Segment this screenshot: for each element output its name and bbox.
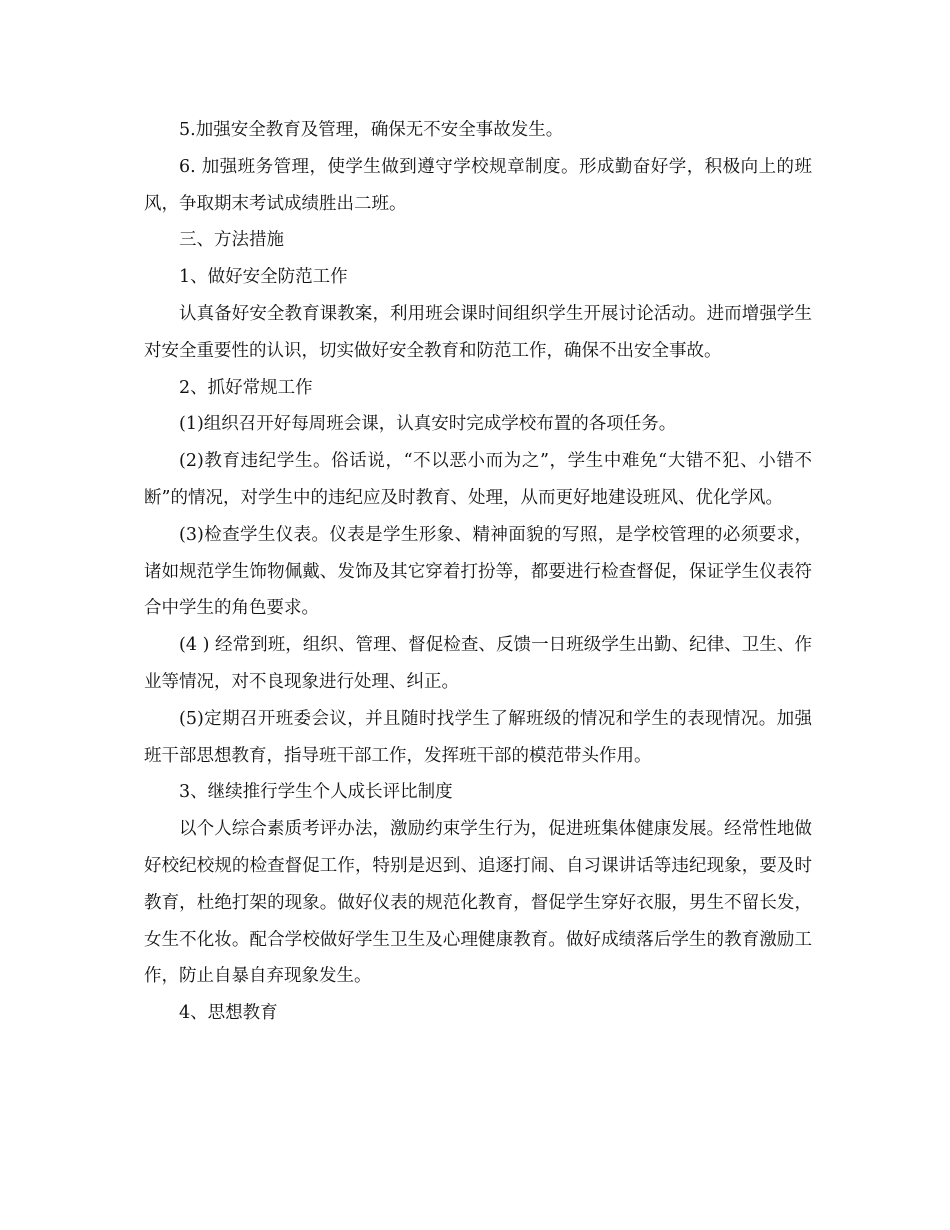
- paragraph-routine-3: (3)检查学生仪表。仪表是学生形象、精神面貌的写照，是学校管理的必须要求，诸如规范学生饰物佩戴、发饰及其它穿着打扮等，都要进行检查督促，保证学生仪表符合中学生的角色要求。: [144, 524, 812, 619]
- subheading-safety: 1、做好安全防范工作: [179, 267, 348, 288]
- paragraph-growth: 以个人综合素质考评办法，激励约束学生行为，促进班集体健康发展。经常性地做好校纪校规的检查督促工作，特别是迟到、追逐打闹、自习课讲话等违纪现象，要及时教育，杜绝打架的现象。做好仪表的规范化教育，督促学生穿好衣服，男生不留长发，女生不化妆。配合学校做好学生卫生及心理健康教育。做好成绩落后学生的教育激励工作，防止自暴自弃现象发生。: [144, 819, 812, 987]
- paragraph-safety: 认真备好安全教育课教案，利用班会课时间组织学生开展讨论活动。进而增强学生对安全重要性的认识，切实做好安全教育和防范工作，确保不出安全事故。: [144, 303, 812, 361]
- subheading-growth: 3、继续推行学生个人成长评比制度: [179, 782, 453, 803]
- paragraph-routine-4: (4 ) 经常到班，组织、管理、督促检查、反馈一日班级学生出勤、纪律、卫生、作业等情况，对不良现象进行处理、纠正。: [144, 635, 812, 692]
- paragraph-goal-6: 6. 加强班务管理，使学生做到遵守学校规章制度。形成勤奋好学，积极向上的班风，争取期末考试成绩胜出二班。: [144, 156, 812, 214]
- paragraph-goal-5: 5.加强安全教育及管理，确保无不安全事故发生。: [179, 120, 564, 140]
- paragraph-routine-2: (2)教育违纪学生。俗话说，“不以恶小而为之”，学生中难免“大错不犯、小错不断”的情况，对学生中的违纪应及时教育、处理，从而更好地建设班风、优化学风。: [144, 451, 812, 508]
- paragraph-routine-5: (5)定期召开班委会议，并且随时找学生了解班级的情况和学生的表现情况。加强班干部思想教育，指导班干部工作，发挥班干部的模范带头作用。: [144, 708, 812, 766]
- document-page: [144, 112, 812, 1032]
- paragraph-routine-1: (1)组织召开好每周班会课，认真安时完成学校布置的各项任务。: [179, 414, 677, 435]
- subheading-ideology: 4、思想教育: [179, 1003, 278, 1024]
- subheading-routine: 2、抓好常规工作: [179, 377, 313, 398]
- section-heading-methods: 三、方法措施: [179, 230, 284, 251]
